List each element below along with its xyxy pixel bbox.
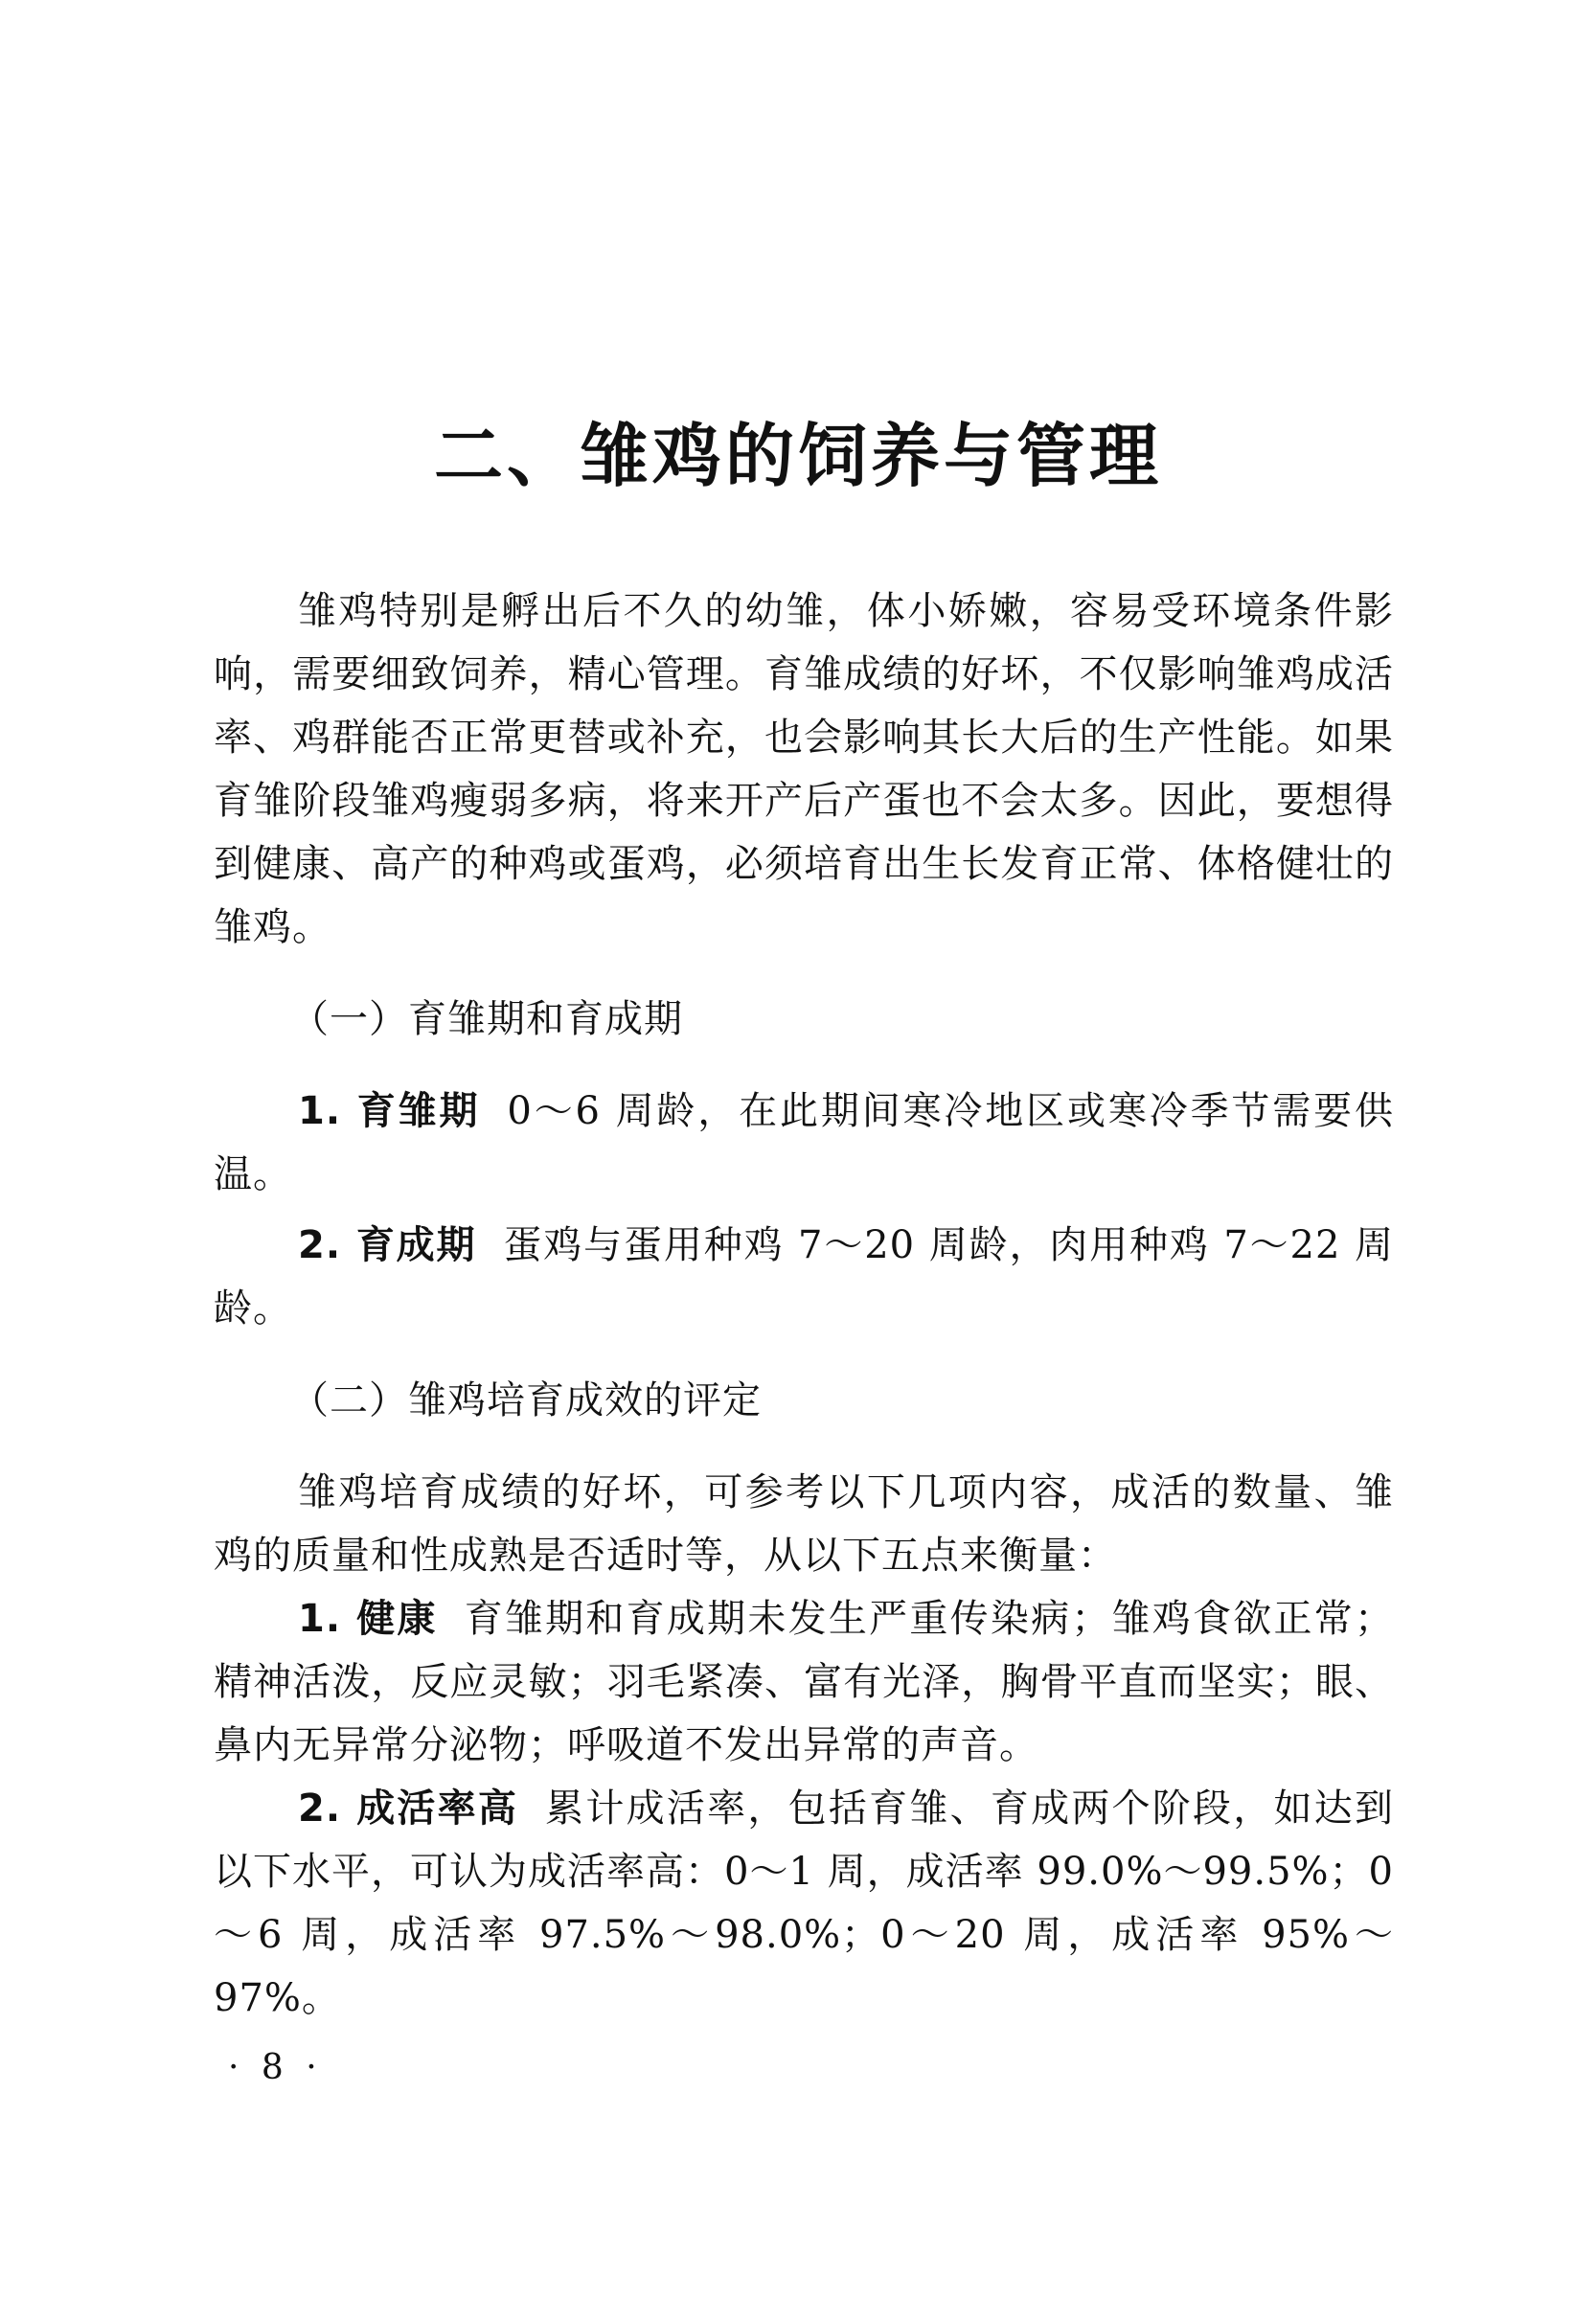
item-label: 2. 育成期 xyxy=(298,1223,477,1267)
item-label: 1. 健康 xyxy=(298,1597,438,1641)
section1-item-2 xyxy=(214,1214,1394,1340)
page-body xyxy=(214,580,1394,2030)
section2-item-1 xyxy=(214,1587,1394,1777)
section1-item-1 xyxy=(214,1080,1394,1206)
item-text: 蛋鸡与蛋用种鸡 7～20 周龄，肉用种鸡 7～22 周龄。 xyxy=(214,1223,1395,1331)
item-text: 0～6 周龄，在此期间寒冷地区或寒冷季节需要供温。 xyxy=(214,1089,1394,1196)
item-label: 1. 育雏期 xyxy=(298,1089,481,1133)
item-text: 育雏期和育成期未发生严重传染病；雏鸡食欲正常；精神活泼，反应灵敏；羽毛紧凑、富有光泽，胸骨平直而坚实；眼、鼻内无异常分泌物；呼吸道不发出异常的声音。 xyxy=(214,1597,1395,1767)
intro-paragraph: 雏鸡特别是孵出后不久的幼雏，体小娇嫩，容易受环境条件影响，需要细致饲养，精心管理。育雏成绩的好坏，不仅影响雏鸡成活率、鸡群能否正常更替或补充，也会影响其长大后的生产性能。如果育雏阶段雏鸡瘦弱多病，将来开产后产蛋也不会太多。因此，要想得到健康、高产的种鸡或蛋鸡，必须培育出生长发育正常、体格健壮的雏鸡。 xyxy=(214,589,1394,949)
page-number: · 8 · xyxy=(228,2048,323,2087)
section-heading-1: （一）育雏期和育成期 xyxy=(290,997,683,1041)
item-label: 2. 成活率高 xyxy=(298,1786,519,1831)
section2-intro: 雏鸡培育成绩的好坏，可参考以下几项内容，成活的数量、雏鸡的质量和性成熟是否适时等，从以下五点来衡量： xyxy=(214,1470,1394,1578)
section2-item-2 xyxy=(214,1777,1394,2030)
section-heading-2: （二）雏鸡培育成效的评定 xyxy=(290,1378,762,1422)
item-text: 累计成活率，包括育雏、育成两个阶段，如达到以下水平，可认为成活率高：0～1 周，成活率 99.0%～99.5%；0～6 周，成活率 97.5%～98.0%；0～20 周，成活率 95%～97%。 xyxy=(214,1786,1395,2020)
chapter-title: 二、雏鸡的饲养与管理 xyxy=(433,416,1162,496)
